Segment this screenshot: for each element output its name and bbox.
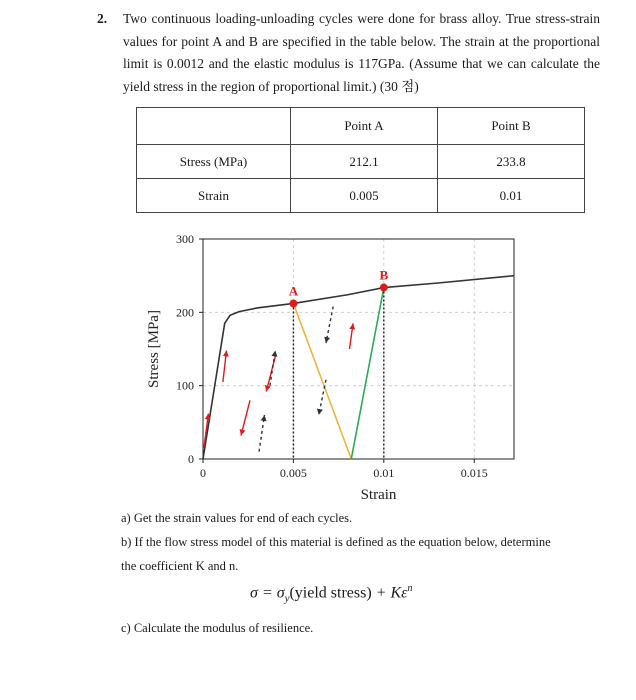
arrow-reload-b-1 bbox=[349, 323, 353, 349]
arrow-load-up-2 bbox=[223, 350, 227, 382]
equation-paren: (yield stress) bbox=[289, 584, 372, 602]
cell-strain-a: 0.005 bbox=[291, 179, 438, 213]
question-b-line1: b) If the flow stress model of this material is defined as the equation below, determine bbox=[121, 535, 551, 549]
equation-subscript: y bbox=[284, 592, 290, 605]
table-row bbox=[137, 179, 585, 213]
point-b bbox=[380, 284, 388, 292]
x-tick-label: 0.005 bbox=[279, 466, 307, 480]
equation-exponent: n bbox=[407, 583, 413, 594]
table-row bbox=[137, 145, 585, 179]
row-label-stress: Stress (MPa) bbox=[137, 145, 291, 179]
cell-stress-a: 212.1 bbox=[291, 145, 438, 179]
plot-frame bbox=[203, 239, 514, 459]
flow-stress-equation bbox=[250, 583, 412, 604]
problem-number: 2. bbox=[97, 11, 108, 26]
arrow-unload-a-2 bbox=[241, 400, 250, 435]
x-tick-label: 0 bbox=[200, 466, 206, 480]
point-label-b: B bbox=[379, 267, 389, 283]
table-header-row bbox=[137, 108, 585, 145]
x-axis-label: Strain bbox=[360, 487, 397, 503]
series-flow-curve bbox=[203, 276, 514, 459]
stress-strain-chart bbox=[140, 222, 560, 512]
y-tick-label: 200 bbox=[176, 305, 194, 320]
arrow-reload-a-1 bbox=[259, 415, 264, 452]
cell-strain-b: 0.01 bbox=[438, 179, 585, 213]
problem-statement bbox=[97, 8, 600, 98]
equation-sigma: σ = σ bbox=[250, 584, 285, 602]
table-header-point-b: Point B bbox=[438, 108, 585, 145]
problem-text: Two continuous loading-unloading cycles were done for brass alloy. True stress-strain values for point A and B are specified in the table below. The strain at the proportional limit is 0.0012 and the elastic modulus is 117GPa. (Assume that we can calculate the yield stress in the region of proportional limit.) (30 점) bbox=[123, 11, 600, 94]
equation-rest: + Kε bbox=[371, 584, 408, 602]
row-label-strain: Strain bbox=[137, 179, 291, 213]
y-tick-label: 300 bbox=[176, 232, 194, 246]
point-label-a: A bbox=[288, 283, 299, 299]
y-axis-label: Stress [MPa] bbox=[146, 310, 162, 388]
data-table bbox=[136, 107, 585, 213]
point-a bbox=[289, 299, 297, 307]
question-b-line2: the coefficient K and n. bbox=[121, 559, 239, 573]
series-unloading-B bbox=[351, 288, 384, 459]
x-tick-label: 0.01 bbox=[373, 466, 395, 480]
x-tick-label: 0.015 bbox=[460, 466, 488, 480]
y-tick-label: 0 bbox=[188, 452, 194, 466]
cell-stress-b: 233.8 bbox=[438, 145, 585, 179]
question-a: a) Get the strain values for end of each cycles. bbox=[121, 511, 353, 525]
arrow-unload-b-2 bbox=[319, 380, 326, 415]
series-unloading-A bbox=[293, 303, 351, 459]
table-header-point-a: Point A bbox=[291, 108, 438, 145]
table-header-empty bbox=[137, 108, 291, 145]
y-tick-label: 100 bbox=[176, 378, 194, 393]
question-c: c) Calculate the modulus of resilience. bbox=[121, 621, 314, 635]
